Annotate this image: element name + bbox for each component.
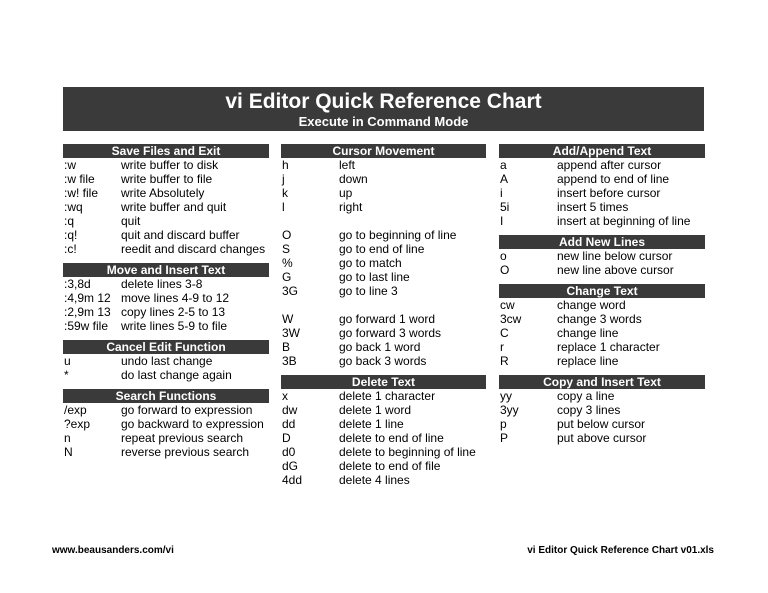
section-header: Search Functions xyxy=(63,389,269,403)
command-key: O xyxy=(500,263,510,277)
section-header: Save Files and Exit xyxy=(63,144,269,158)
command-description: write buffer to disk xyxy=(121,158,219,172)
command-key: N xyxy=(64,445,73,459)
title-banner xyxy=(63,87,704,131)
command-description: undo last change xyxy=(121,354,213,368)
section-spacer xyxy=(499,228,705,235)
command-key: :c! xyxy=(64,242,77,256)
blank-row xyxy=(281,298,486,312)
command-description: go to end of line xyxy=(339,242,425,256)
reference-section xyxy=(499,144,705,228)
command-key: :q xyxy=(64,214,75,228)
command-key: j xyxy=(282,172,285,186)
command-description: delete to end of line xyxy=(339,431,444,445)
command-row xyxy=(499,214,705,228)
command-row xyxy=(281,186,486,200)
section-header: Add New Lines xyxy=(499,235,705,249)
command-description: insert at beginning of line xyxy=(557,214,691,228)
command-key: 4dd xyxy=(282,473,303,487)
reference-section xyxy=(281,144,486,368)
command-row xyxy=(281,242,486,256)
command-row xyxy=(281,256,486,270)
command-key: B xyxy=(282,340,291,354)
command-description: new line below cursor xyxy=(557,249,673,263)
command-row xyxy=(281,312,486,326)
command-description: write buffer and quit xyxy=(121,200,227,214)
command-description: replace line xyxy=(557,354,619,368)
command-description: append after cursor xyxy=(557,158,662,172)
command-description: delete 1 character xyxy=(339,389,436,403)
column-2 xyxy=(281,144,486,487)
command-description: go to line 3 xyxy=(339,284,398,298)
command-description: insert 5 times xyxy=(557,200,629,214)
command-row xyxy=(281,200,486,214)
command-row xyxy=(281,340,486,354)
command-row xyxy=(281,172,486,186)
page-subtitle: Execute in Command Mode xyxy=(298,114,469,129)
column-1 xyxy=(63,144,269,459)
command-key: cw xyxy=(500,298,515,312)
command-key: D xyxy=(282,431,291,445)
command-description: delete 1 word xyxy=(339,403,412,417)
command-key: k xyxy=(282,186,288,200)
command-row xyxy=(281,158,486,172)
command-key: :w file xyxy=(64,172,95,186)
section-spacer xyxy=(499,277,705,284)
command-row xyxy=(499,417,705,431)
command-key: R xyxy=(500,354,509,368)
command-key: O xyxy=(282,228,292,242)
command-description: put above cursor xyxy=(557,431,647,445)
command-key: :w! file xyxy=(64,186,99,200)
command-row xyxy=(281,417,486,431)
section-header: Cancel Edit Function xyxy=(63,340,269,354)
command-row xyxy=(499,249,705,263)
command-key: l xyxy=(282,200,285,214)
command-row xyxy=(281,389,486,403)
command-description: down xyxy=(339,172,368,186)
command-key: u xyxy=(64,354,71,368)
reference-section xyxy=(499,284,705,368)
command-description: up xyxy=(339,186,353,200)
command-row xyxy=(63,431,269,445)
command-description: replace 1 character xyxy=(557,340,660,354)
command-key: o xyxy=(500,249,507,263)
command-row xyxy=(63,319,269,333)
command-row xyxy=(281,284,486,298)
command-description: right xyxy=(339,200,363,214)
command-row xyxy=(499,158,705,172)
command-description: change 3 words xyxy=(557,312,642,326)
command-row xyxy=(499,200,705,214)
section-header: Move and Insert Text xyxy=(63,263,269,277)
command-key: i xyxy=(500,186,503,200)
command-row xyxy=(499,431,705,445)
command-description: move lines 4-9 to 12 xyxy=(121,291,230,305)
reference-section xyxy=(499,375,705,445)
section-spacer xyxy=(63,333,269,340)
command-key: dd xyxy=(282,417,296,431)
section-header: Copy and Insert Text xyxy=(499,375,705,389)
command-row xyxy=(281,326,486,340)
command-description: copy lines 2-5 to 13 xyxy=(121,305,226,319)
command-row xyxy=(63,305,269,319)
command-row xyxy=(63,403,269,417)
command-row xyxy=(499,186,705,200)
command-key: :59w file xyxy=(64,319,109,333)
command-description: left xyxy=(339,158,356,172)
command-description: go to beginning of line xyxy=(339,228,457,242)
command-description: reedit and discard changes xyxy=(121,242,266,256)
command-description: delete 1 line xyxy=(339,417,404,431)
command-key: 3yy xyxy=(500,403,519,417)
command-description: go forward 1 word xyxy=(339,312,436,326)
command-row xyxy=(63,368,269,382)
section-spacer xyxy=(499,368,705,375)
command-row xyxy=(499,340,705,354)
command-row xyxy=(63,277,269,291)
command-row xyxy=(281,403,486,417)
command-row xyxy=(499,326,705,340)
command-key: :4,9m 12 xyxy=(64,291,111,305)
command-key: :w xyxy=(64,158,76,172)
blank-row xyxy=(281,214,486,228)
command-description: quit and discard buffer xyxy=(121,228,240,242)
page-title: vi Editor Quick Reference Chart xyxy=(225,90,542,113)
command-key: p xyxy=(500,417,507,431)
command-row xyxy=(63,172,269,186)
command-key: x xyxy=(282,389,288,403)
command-key: S xyxy=(282,242,291,256)
command-description: repeat previous search xyxy=(121,431,244,445)
command-row xyxy=(499,389,705,403)
command-description: copy a line xyxy=(557,389,615,403)
section-header: Cursor Movement xyxy=(281,144,486,158)
reference-section xyxy=(63,340,269,382)
command-key: % xyxy=(282,256,293,270)
command-key: :q! xyxy=(64,228,78,242)
command-description: go back 3 words xyxy=(339,354,427,368)
command-key: ?exp xyxy=(64,417,91,431)
command-row xyxy=(499,298,705,312)
command-description: go to match xyxy=(339,256,402,270)
command-description: write Absolutely xyxy=(121,186,205,200)
command-row xyxy=(63,417,269,431)
command-key: :2,9m 13 xyxy=(64,305,111,319)
command-key: G xyxy=(282,270,292,284)
command-key: 3cw xyxy=(500,312,522,326)
command-key: dG xyxy=(282,459,299,473)
command-description: reverse previous search xyxy=(121,445,250,459)
reference-section xyxy=(63,389,269,459)
command-row xyxy=(499,312,705,326)
command-description: do last change again xyxy=(121,368,232,382)
section-spacer xyxy=(281,368,486,375)
footer-filename: vi Editor Quick Reference Chart v01.xls xyxy=(527,545,714,556)
command-row xyxy=(63,214,269,228)
command-description: change word xyxy=(557,298,626,312)
command-key: yy xyxy=(500,389,512,403)
command-description: write buffer to file xyxy=(121,172,213,186)
command-key: dw xyxy=(282,403,298,417)
command-description: go forward to expression xyxy=(121,403,253,417)
command-row xyxy=(63,200,269,214)
command-key: a xyxy=(500,158,507,172)
section-header: Change Text xyxy=(499,284,705,298)
command-key: n xyxy=(64,431,71,445)
command-row xyxy=(499,354,705,368)
command-key: 3B xyxy=(282,354,297,368)
command-row xyxy=(281,459,486,473)
command-key: * xyxy=(64,368,69,382)
command-row xyxy=(63,354,269,368)
footer-url: www.beausanders.com/vi xyxy=(52,545,174,556)
reference-section xyxy=(281,375,486,487)
command-description: delete to end of file xyxy=(339,459,441,473)
command-description: quit xyxy=(121,214,141,228)
command-row xyxy=(281,354,486,368)
command-key: 3W xyxy=(282,326,300,340)
section-spacer xyxy=(63,382,269,389)
reference-section xyxy=(499,235,705,277)
section-header: Delete Text xyxy=(281,375,486,389)
command-key: P xyxy=(500,431,509,445)
command-row xyxy=(63,186,269,200)
command-key: A xyxy=(500,172,509,186)
command-row xyxy=(499,172,705,186)
command-description: append to end of line xyxy=(557,172,670,186)
command-key: :wq xyxy=(64,200,83,214)
command-key: I xyxy=(500,214,504,228)
command-row xyxy=(499,263,705,277)
command-row xyxy=(281,445,486,459)
command-row xyxy=(499,403,705,417)
command-row xyxy=(281,431,486,445)
section-spacer xyxy=(63,256,269,263)
command-row xyxy=(63,445,269,459)
command-row xyxy=(281,473,486,487)
command-description: insert before cursor xyxy=(557,186,661,200)
command-description: go to last line xyxy=(339,270,410,284)
column-3 xyxy=(499,144,705,445)
command-description: new line above cursor xyxy=(557,263,674,277)
command-key: :3,8d xyxy=(64,277,91,291)
command-description: delete lines 3-8 xyxy=(121,277,203,291)
command-row xyxy=(63,242,269,256)
command-key: d0 xyxy=(282,445,296,459)
command-description: change line xyxy=(557,326,619,340)
command-key: 5i xyxy=(500,200,510,214)
command-description: go back 1 word xyxy=(339,340,421,354)
command-description: write lines 5-9 to file xyxy=(121,319,228,333)
command-description: copy 3 lines xyxy=(557,403,621,417)
section-header: Add/Append Text xyxy=(499,144,705,158)
command-description: go forward 3 words xyxy=(339,326,442,340)
command-key: r xyxy=(500,340,504,354)
command-description: go backward to expression xyxy=(121,417,264,431)
command-row xyxy=(281,270,486,284)
command-key: /exp xyxy=(64,403,87,417)
command-row xyxy=(63,158,269,172)
command-key: C xyxy=(500,326,509,340)
command-description: delete 4 lines xyxy=(339,473,410,487)
command-key: 3G xyxy=(282,284,299,298)
command-row xyxy=(281,228,486,242)
command-key: h xyxy=(282,158,289,172)
reference-section xyxy=(63,144,269,256)
reference-section xyxy=(63,263,269,333)
command-description: delete to beginning of line xyxy=(339,445,476,459)
command-key: W xyxy=(282,312,294,326)
command-description: put below cursor xyxy=(557,417,646,431)
command-row xyxy=(63,291,269,305)
command-row xyxy=(63,228,269,242)
